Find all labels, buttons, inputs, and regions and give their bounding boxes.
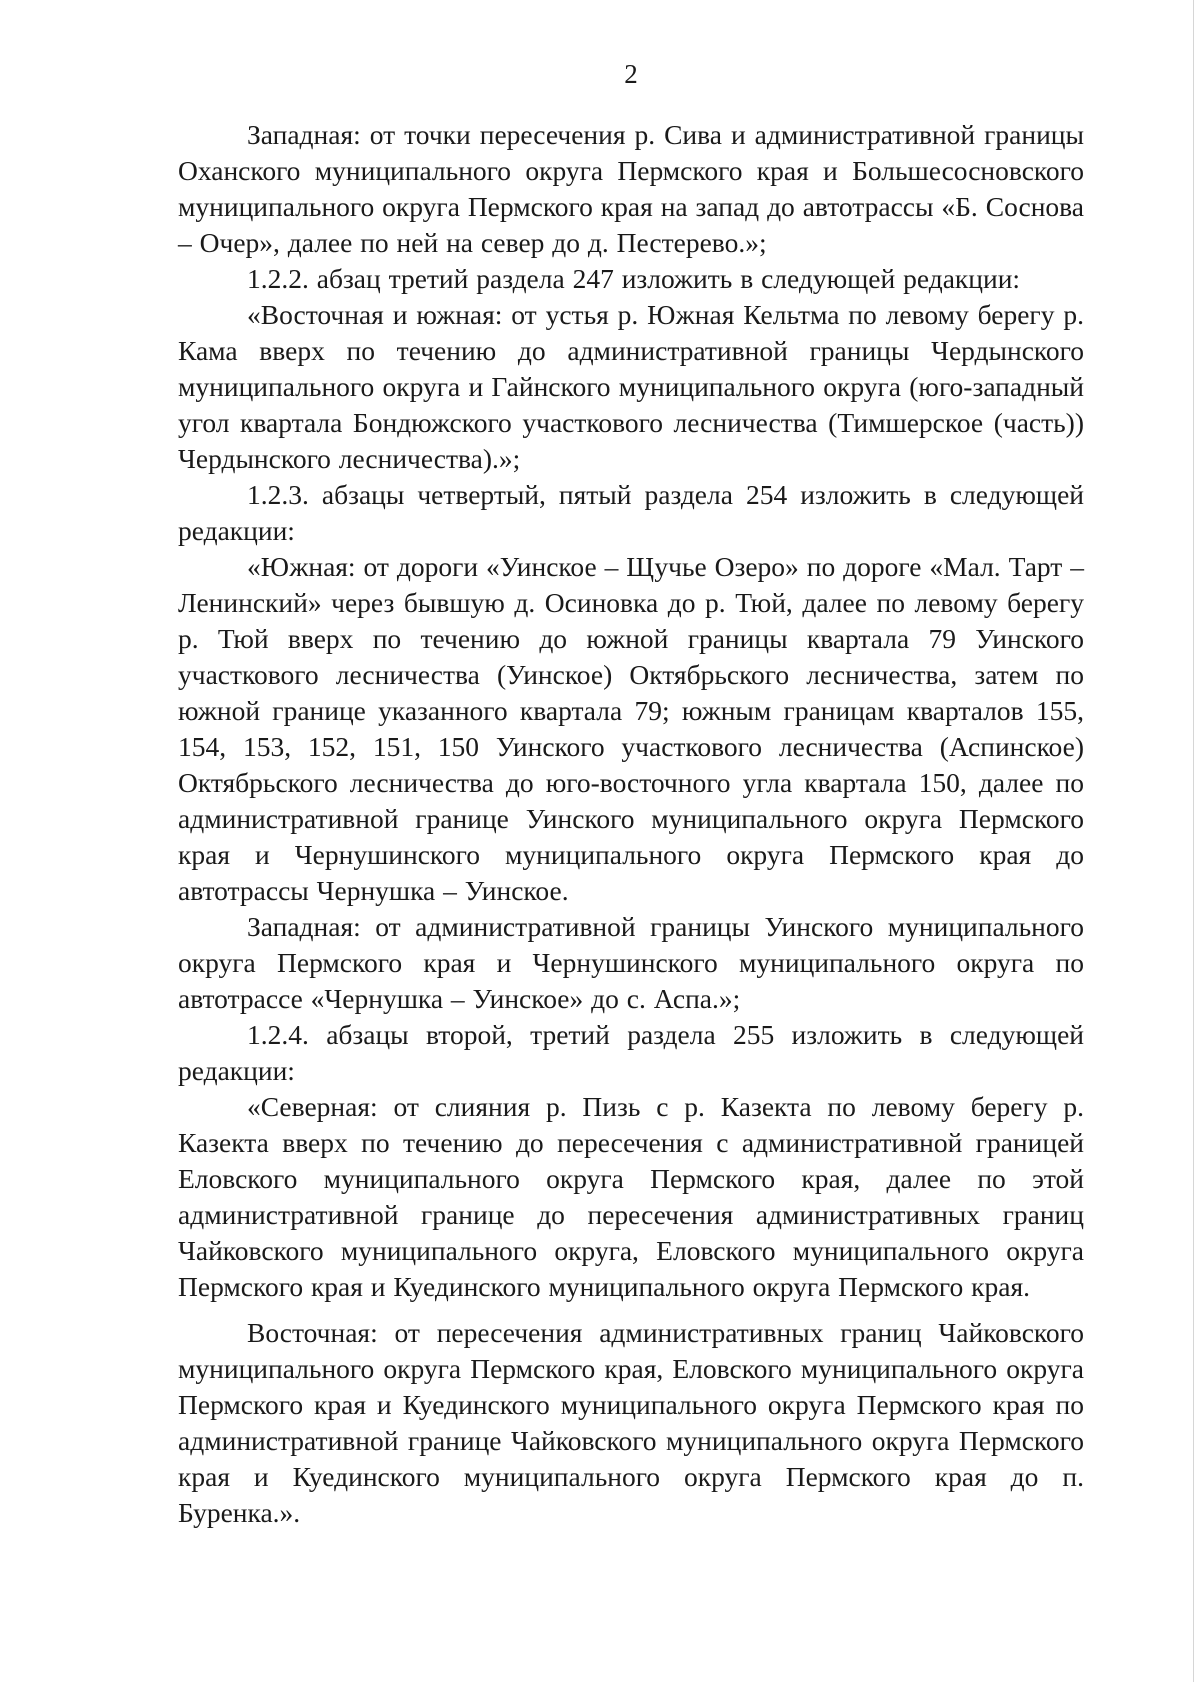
paragraph-eastern-boundary: Восточная: от пересечения административных границ Чайковского муниципального округа Пермского края, Еловского муниципального округа Пермского края и Куединского муниципального округа Пермского края по административной границе Чайковского муниципального округа Пермского края и Куединского муниципального округа Пермского края до п. Буренка.». [178, 1317, 1084, 1528]
paragraph-eastern-southern-boundary: «Восточная и южная: от устья р. Южная Кельтма по левому берегу р. Кама вверх по течению до административной границы Чердынского муниципального округа и Гайнского муниципального округа (юго-западный угол квартала Бондюжского участкового лесничества (Тимшерское (часть)) Чердынского лесничества).»; [178, 299, 1084, 474]
paragraph-item-1-2-4: 1.2.4. абзацы второй, третий раздела 255 изложить в следующей редакции: [178, 1019, 1084, 1086]
paragraph-western-boundary-uinsky: Западная: от административной границы Уинского муниципального округа Пермского края и Чернушинского муниципального округа по автотрассе «Чернушка – Уинское» до с. Аспа.»; [178, 911, 1084, 1014]
scan-edge-line [1193, 0, 1194, 1682]
paragraph-southern-boundary: «Южная: от дороги «Уинское – Щучье Озеро» по дороге «Мал. Тарт – Ленинский» через бывшую д. Осиновка до р. Тюй, далее по левому берегу р. Тюй вверх по течению до южной границы квартала 79 Уинского участкового лесничества (Уинское) Октябрьского лесничества, затем по южной границе указанного квартала 79; южным границам кварталов 155, 154, 153, 152, 151, 150 Уинского участкового лесничества (Аспинское) Октябрьского лесничества до юго-восточного угла квартала 150, далее по административной границе Уинского муниципального округа Пермского края и Чернушинского муниципального округа Пермского края до автотрассы Чернушка – Уинское. [178, 551, 1084, 906]
paragraph-item-1-2-3: 1.2.3. абзацы четвертый, пятый раздела 254 изложить в следующей редакции: [178, 479, 1084, 546]
document-body [178, 117, 1084, 1531]
page-number: 2 [624, 59, 638, 89]
paragraph-western-boundary-oханский: Западная: от точки пересечения р. Сива и административной границы Оханского муниципального округа Пермского края и Большесосновского муниципального округа Пермского края на запад до автотрассы «Б. Соснова – Очер», далее по ней на север до д. Пестерево.»; [178, 119, 1084, 258]
paragraph-item-1-2-2: 1.2.2. абзац третий раздела 247 изложить в следующей редакции: [247, 263, 1021, 294]
paragraph-northern-boundary: «Северная: от слияния р. Пизь с р. Казекта по левому берегу р. Казекта вверх по течению до пересечения с административной границей Еловского муниципального округа Пермского края, далее по этой административной границе до пересечения административных границ Чайковского муниципального округа, Еловского муниципального округа Пермского края и Куединского муниципального округа Пермского края. [178, 1091, 1084, 1302]
